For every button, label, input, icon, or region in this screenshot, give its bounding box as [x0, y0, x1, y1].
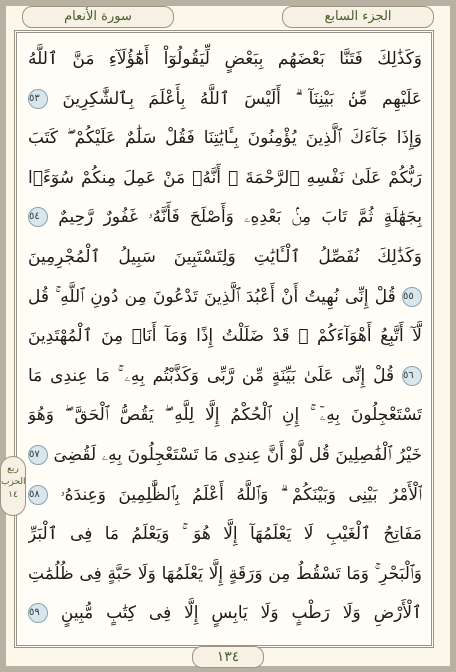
hizb-marker-line-1: ربع: [7, 464, 19, 474]
text-line-8: [28, 317, 422, 357]
ayah-number-58: ٥٨: [28, 485, 48, 505]
line-text: رَبُّكُمْ عَلَىٰ نَفْسِهِ ٱلرَّحْمَةَ ۖ أَنَّهُۥ مَنْ عَمِلَ مِنكُمْ سُوٓءًۢا: [28, 167, 422, 188]
line-text: وَإِذَا جَآءَكَ ٱلَّذِينَ يُؤْمِنُونَ بِـَٔايَٰتِنَا فَقُلْ سَلَٰمٌ عَلَيْكُمْ ۖ كَتَبَ: [28, 128, 422, 149]
line-text: وَكَذَٰلِكَ فَتَنَّا بَعْضَهُم بِبَعْضٍ لِّيَقُولُوٓاْ أَهَٰٓؤُلَآءِ مَنَّ ٱللَّهُ: [28, 49, 422, 69]
ayah-number-59: ٥٩: [28, 603, 48, 623]
line-text: ٱلْأَمْرُ بَيْنِى وَبَيْنَكُمْ ۗ وَٱللَّهُ أَعْلَمُ بِٱلظَّٰلِمِينَ وَعِندَهُۥ: [60, 484, 422, 505]
text-line-4: [28, 159, 422, 199]
text-line-6: [28, 238, 422, 278]
page-number: ١٣٤: [192, 646, 264, 668]
hizb-quarter-marker: [0, 456, 26, 516]
line-text: وَٱلْبَحْرِ ۚ وَمَا تَسْقُطُ مِن وَرَقَةٍ إِلَّا يَعْلَمُهَا وَلَا حَبَّةٍ فِى ظُلُمَٰتِ: [28, 563, 422, 584]
page-header: [22, 6, 434, 26]
text-line-2: [28, 80, 422, 120]
line-text: بِجَهَٰلَةٍ ثُمَّ تَابَ مِنۢ بَعْدِهِۦ وَأَصْلَحَ فَأَنَّهُۥ غَفُورٌ رَّحِيمٌ: [58, 207, 422, 228]
line-text: قُلْ إِنِّى عَلَىٰ بَيِّنَةٍ مِّن رَّبِّى وَكَذَّبْتُم بِهِۦ ۚ مَا عِندِى مَا: [28, 365, 395, 386]
line-text: تَسْتَعْجِلُونَ بِهِۦٓ ۚ إِنِ ٱلْحُكْمُ إِلَّا لِلَّهِ ۖ يَقُصُّ ٱلْحَقَّ ۖ وَهُوَ: [28, 405, 422, 426]
text-line-11: [28, 436, 422, 476]
text-line-14: [28, 555, 422, 595]
juz-name: الجزء السابع: [282, 6, 434, 28]
line-text: مَفَاتِحُ ٱلْغَيْبِ لَا يَعْلَمُهَآ إِلَّا هُوَ ۚ وَيَعْلَمُ مَا فِى ٱلْبَرِّ: [28, 524, 422, 545]
line-text: خَيْرُ ٱلْفَٰصِلِينَ قُل لَّوْ أَنَّ عِندِى مَا تَسْتَعْجِلُونَ بِهِۦ لَقُضِىَ: [53, 444, 422, 465]
ayah-number-54: ٥٤: [28, 207, 48, 227]
text-line-13: [28, 515, 422, 555]
ayah-number-55: ٥٥: [402, 287, 422, 307]
hizb-marker-line-3: ١٤: [8, 490, 18, 500]
line-text: لَّآ أَتَّبِعُ أَهْوَآءَكُمْ ۙ قَدْ ضَلَلْتُ إِذًا وَمَآ أَنَا۠ مِنَ ٱلْمُهْتَدِينَ: [28, 326, 422, 347]
quran-text: [28, 40, 422, 635]
surah-name: سورة الأنعام: [22, 6, 174, 28]
ayah-number-56: ٥٦: [402, 366, 422, 386]
text-line-7: [28, 278, 422, 318]
line-text: عَلَيْهِم مِّنۢ بَيْنِنَآ ۗ أَلَيْسَ ٱللَّهُ بِأَعْلَمَ بِٱلشَّٰكِرِينَ: [62, 88, 422, 109]
text-line-3: [28, 119, 422, 159]
text-line-1: [28, 40, 422, 80]
ayah-number-57: ٥٧: [28, 445, 48, 465]
line-text: قُلْ إِنِّى نُهِيتُ أَنْ أَعْبُدَ ٱلَّذِينَ تَدْعُونَ مِن دُونِ ٱللَّهِ ۚ قُل: [28, 286, 396, 307]
text-line-10: [28, 396, 422, 436]
text-line-5: [28, 198, 422, 238]
hizb-marker-line-2: الحزب: [1, 477, 26, 487]
text-line-15: [28, 594, 422, 634]
text-line-9: [28, 357, 422, 397]
ayah-number-53: ٥٣: [28, 89, 48, 109]
line-text: وَكَذَٰلِكَ نُفَصِّلُ ٱلْـَٔايَٰتِ وَلِتَسْتَبِينَ سَبِيلُ ٱلْمُجْرِمِينَ: [28, 246, 422, 267]
text-line-12: [28, 476, 422, 516]
line-text: ٱلْأَرْضِ وَلَا رَطْبٍ وَلَا يَابِسٍ إِلَّا فِى كِتَٰبٍ مُّبِينٍ: [60, 603, 422, 624]
